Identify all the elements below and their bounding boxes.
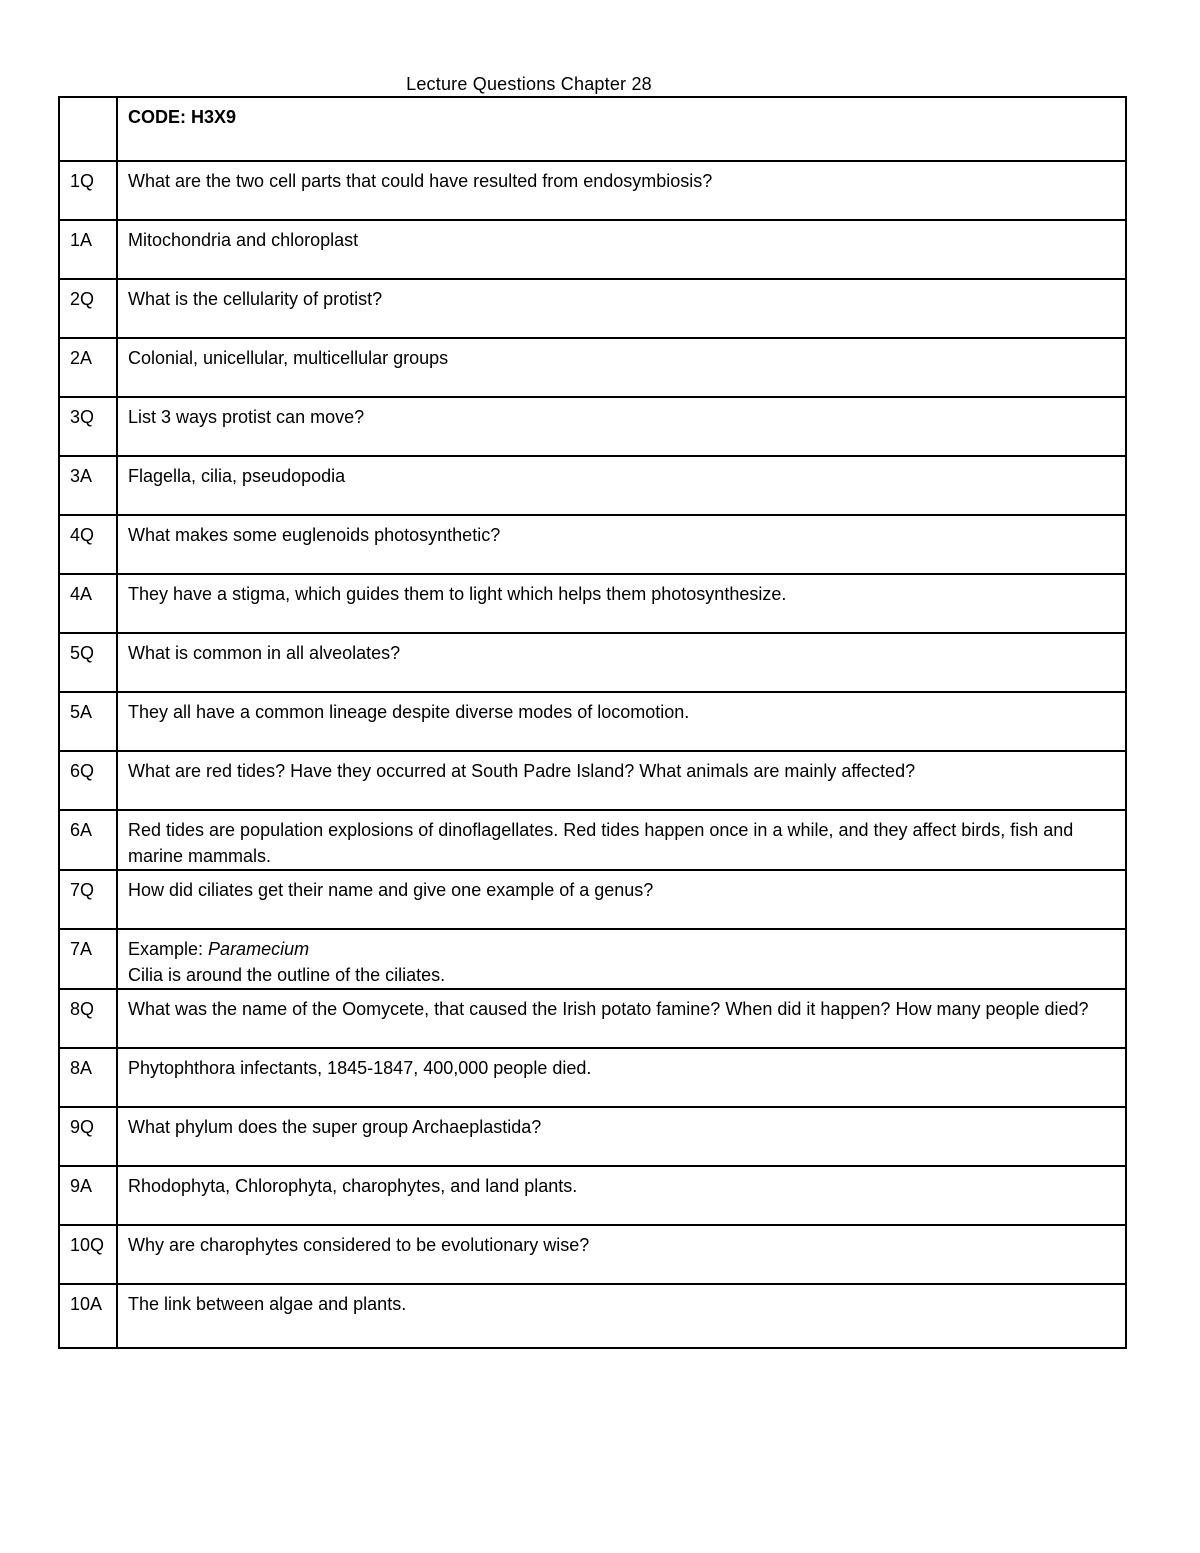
row-number: 4Q bbox=[59, 515, 117, 574]
table-row bbox=[59, 929, 1126, 989]
row-number: 10A bbox=[59, 1284, 117, 1348]
row-text: What makes some euglenoids photosynthetic? bbox=[117, 515, 1126, 574]
row-number: 1Q bbox=[59, 161, 117, 220]
row-text: What is the cellularity of protist? bbox=[117, 279, 1126, 338]
header-code-cell bbox=[117, 97, 1126, 161]
row-number: 3Q bbox=[59, 397, 117, 456]
row-number: 9Q bbox=[59, 1107, 117, 1166]
row-text: Red tides are population explosions of dinoflagellates. Red tides happen once in a while, and they affect birds, fish and marine mammals. bbox=[117, 810, 1126, 870]
table-row bbox=[59, 220, 1126, 279]
table-row bbox=[59, 338, 1126, 397]
table-row bbox=[59, 751, 1126, 810]
row-text: What are the two cell parts that could have resulted from endosymbiosis? bbox=[117, 161, 1126, 220]
table-row bbox=[59, 397, 1126, 456]
table-row bbox=[59, 1166, 1126, 1225]
row-number: 10Q bbox=[59, 1225, 117, 1284]
row-number: 6Q bbox=[59, 751, 117, 810]
code-label: CODE: H3X9 bbox=[128, 107, 237, 127]
row-number: 5Q bbox=[59, 633, 117, 692]
table-header-row bbox=[59, 97, 1126, 161]
row-number: 1A bbox=[59, 220, 117, 279]
row-text: The link between algae and plants. bbox=[117, 1284, 1126, 1348]
row-number: 7A bbox=[59, 929, 117, 989]
table-row bbox=[59, 515, 1126, 574]
row-text: List 3 ways protist can move? bbox=[117, 397, 1126, 456]
row-number: 7Q bbox=[59, 870, 117, 929]
page-title: Lecture Questions Chapter 28 bbox=[406, 74, 652, 94]
row-text: Why are charophytes considered to be evolutionary wise? bbox=[117, 1225, 1126, 1284]
answer-line: Cilia is around the outline of the ciliates. bbox=[128, 965, 446, 985]
row-number: 8Q bbox=[59, 989, 117, 1048]
row-number: 2A bbox=[59, 338, 117, 397]
table-row bbox=[59, 692, 1126, 751]
row-text: Phytophthora infectants, 1845-1847, 400,000 people died. bbox=[117, 1048, 1126, 1107]
row-number: 6A bbox=[59, 810, 117, 870]
row-text bbox=[117, 929, 1126, 989]
row-text: What is common in all alveolates? bbox=[117, 633, 1126, 692]
row-number: 8A bbox=[59, 1048, 117, 1107]
row-text: They all have a common lineage despite diverse modes of locomotion. bbox=[117, 692, 1126, 751]
table-row bbox=[59, 1107, 1126, 1166]
row-number: 5A bbox=[59, 692, 117, 751]
row-text: Rhodophyta, Chlorophyta, charophytes, and land plants. bbox=[117, 1166, 1126, 1225]
row-text: They have a stigma, which guides them to light which helps them photosynthesize. bbox=[117, 574, 1126, 633]
table-row bbox=[59, 161, 1126, 220]
qa-table bbox=[58, 96, 1127, 1349]
table-row bbox=[59, 574, 1126, 633]
row-text: What are red tides? Have they occurred at South Padre Island? What animals are mainly affected? bbox=[117, 751, 1126, 810]
row-text: Mitochondria and chloroplast bbox=[117, 220, 1126, 279]
row-text: What phylum does the super group Archaeplastida? bbox=[117, 1107, 1126, 1166]
genus-name: Paramecium bbox=[208, 939, 310, 959]
table-row bbox=[59, 633, 1126, 692]
row-text: Flagella, cilia, pseudopodia bbox=[117, 456, 1126, 515]
row-text: How did ciliates get their name and give one example of a genus? bbox=[117, 870, 1126, 929]
row-number: 4A bbox=[59, 574, 117, 633]
row-number: 2Q bbox=[59, 279, 117, 338]
table-row bbox=[59, 1225, 1126, 1284]
table-row bbox=[59, 456, 1126, 515]
table-row bbox=[59, 870, 1126, 929]
table-row bbox=[59, 989, 1126, 1048]
row-text: What was the name of the Oomycete, that caused the Irish potato famine? When did it happen? How many people died? bbox=[117, 989, 1126, 1048]
table-row bbox=[59, 279, 1126, 338]
row-number: 9A bbox=[59, 1166, 117, 1225]
row-number: 3A bbox=[59, 456, 117, 515]
row-text: Colonial, unicellular, multicellular groups bbox=[117, 338, 1126, 397]
table-row bbox=[59, 810, 1126, 870]
table-row bbox=[59, 1048, 1126, 1107]
header-number-cell bbox=[59, 97, 117, 161]
example-prefix: Example: bbox=[128, 939, 209, 959]
table-row bbox=[59, 1284, 1126, 1348]
